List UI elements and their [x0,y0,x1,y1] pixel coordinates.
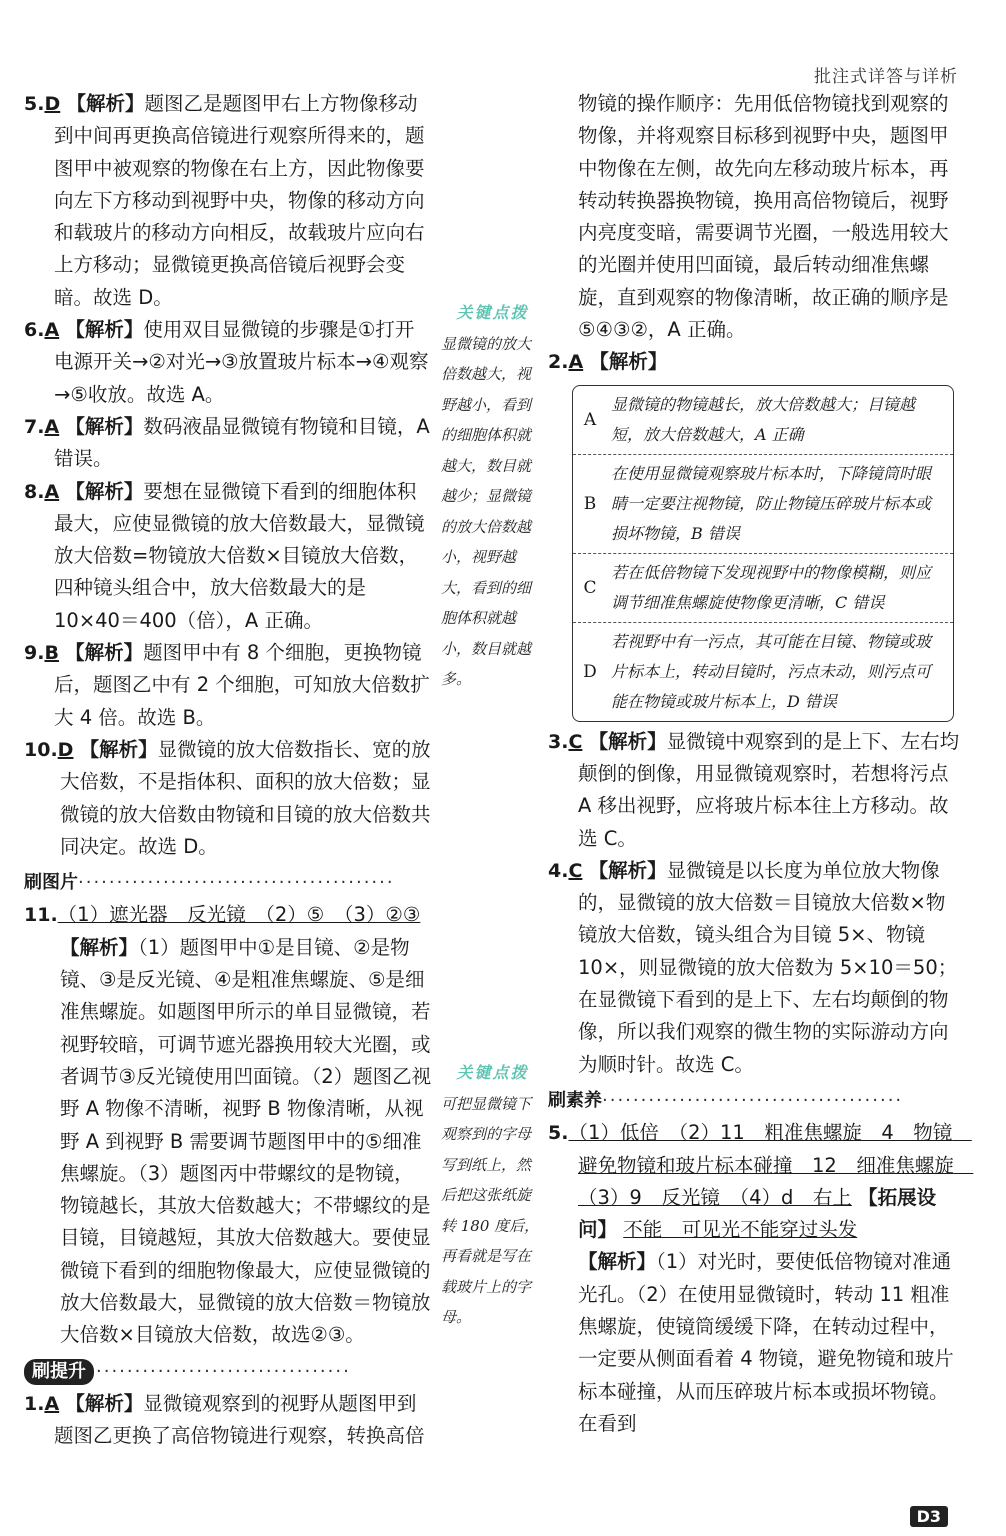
section-heading-tisheng: 刷提升 ································· [24,1356,432,1388]
answer-item-11: 11.（1）遮光器 反光镜 （2）⑤ （3）②③ 【解析】（1）题图甲中①是目镜、②是物镜、③是反光镜、④是粗准焦螺旋、⑤是细准焦螺旋。如题图甲所示的单目显微镜，若视野较暗，可调节遮光器换用较大光圈，或者调节③反光镜使用凹面镜。（2）题图乙视野 A 物像不清晰，视野 B 物像清晰，从视野 A 到视野 B 需要调节题图甲中的⑤细准焦螺旋。（3）题图丙中带螺纹的是物镜，物镜越长，其放大倍数越大；不带螺纹的是目镜，目镜越短，其放大倍数越大。要使显微镜下看到的细胞物像最大，应使显微镜的放大倍数最大，显微镜的放大倍数＝物镜放大倍数×目镜放大倍数，故选②③。 [24,903,432,1347]
table-row: A 显微镜的物镜越长，放大倍数越大；目镜越短，放大倍数越大，A 正确 [573,386,953,455]
table-row: D 若视野中有一污点，其可能在目镜、物镜或玻片标本上，转动目镜时，污点未动，则污点可能在物镜或玻片标本上，D 错误 [583,631,932,711]
answer-item-5: 5.D 【解析】题图乙是题图甲右上方物像移动到中间再更换高倍镜进行观察所得来的，题图甲中被观察的物像在右上方，因此物像要向左下方移动到视野中央，物像的移动方向和载玻片的移动方向相反，故载玻片应向右上方移动；显微镜更换高倍镜后视野会变暗。故选 D。 [24,92,425,309]
answer-item-5-right: 5.（1）低倍 （2）11 粗准焦螺旋 4 物镜 避免物镜和玻片标本碰撞 12 细准焦螺旋 （3）9 反光镜 （4）d 右上 【拓展设问】 不能 可见光不能穿过头发 【解析】（1）对光时，要使低倍物镜对准通光孔。（2）在使用显微镜时，转动 11 粗准焦螺旋，使镜筒缓缓下降，在转动过程中，一定要从侧面看着 4 物镜，避免物镜和玻片标本碰撞，从而压碎玻片标本或损坏物镜。在看到 [548,1121,974,1435]
table-row: B 在使用显微镜观察玻片标本时，下降镜筒时眼睛一定要注视物镜，防止物镜压碎玻片标本或损坏物镜，B 错误 [573,455,953,554]
side-note-2: 关键点拨 可把显微镜下观察到的字母写到纸上，然后把这张纸旋转 180 度后，再看就是写在载玻片上的字母。 [441,1063,540,1326]
section-heading-suyang: 刷素养······································· [548,1089,904,1111]
section-heading-tupian: 刷图片········································· [24,872,395,894]
page-number: D3 [910,1506,948,1527]
left-column [24,88,432,1452]
right-column [548,88,974,1440]
running-header: 批注式详答与详析 [814,67,958,87]
answer-item-7: 7.A 【解析】数码液晶显微镜有物镜和目镜，A 错误。 [24,414,430,471]
continued-text: 物镜的操作顺序：先用低倍物镜找到观察的物像，并将观察目标移到视野中央，题图甲中物像在左侧，故先向左移动玻片标本，再转动转换器换物镜，换用高倍物镜后，视野内亮度变暗，需要调节光圈，一般选用较大的光圈并使用凹面镜，最后转动细准焦螺旋，直到观察的物像清晰，故正确的顺序是⑤④③②，A 正确。 [578,92,949,342]
answer-item-4: 4.C 【解析】显微镜是以长度为单位放大物像的，显微镜的放大倍数＝目镜放大倍数×物镜放大倍数，镜头组合为目镜 5×、物镜 10×，则显微镜的放大倍数为 5×10＝50；在显微镜下看到的是上下、左右均颠倒的物像，所以我们观察的微生物的实际游动方向为顺时针。故选 C。 [548,858,958,1076]
answer-item-1: 1.A 【解析】显微镜观察到的视野从题图甲到题图乙更换了高倍物镜进行观察，转换高倍 [24,1391,425,1448]
answer-item-9: 9.B 【解析】题图甲中有 8 个细胞，更换物镜后，题图乙中有 2 个细胞，可知放大倍数扩大 4 倍。故选 B。 [24,641,430,729]
answer-item-2: 2.A 【解析】 [548,350,668,374]
answer-item-6: 6.A 【解析】使用双目显微镜的步骤是①打开电源开关→②对光→③放置玻片标本→④观察→⑤收放。故选 A。 [24,318,429,406]
answer-item-10: 10.D 【解析】显微镜的放大倍数指长、宽的放大倍数，不是指体积、面积的放大倍数；显微镜的放大倍数由物镜和目镜的放大倍数共同决定。故选 D。 [24,737,431,858]
option-analysis-table [572,385,954,722]
answer-item-3: 3.C 【解析】显微镜中观察到的是上下、左右均颠倒的倒像，用显微镜观察时，若想将污点 A 移出视野，应将玻片标本往上方移动。故选 C。 [548,729,960,850]
answer-item-8: 8.A 【解析】要想在显微镜下看到的细胞体积最大，应使显微镜的放大倍数最大，显微镜放大倍数=物镜放大倍数×目镜放大倍数，四种镜头组合中，放大倍数最大的是 10×40＝400（倍），A 正确。 [24,479,425,632]
table-row: C 若在低倍物镜下发现视野中的物像模糊，则应调节细准焦螺旋使物像更清晰，C 错误 [573,554,953,623]
side-note-1: 关键点拨 显微镜的放大倍数越大，视野越小，看到的细胞体积就越大，数目就越少；显微镜的放大倍数越小，视野越大，看到的细胞体积就越小，数目就越多。 [441,303,532,688]
